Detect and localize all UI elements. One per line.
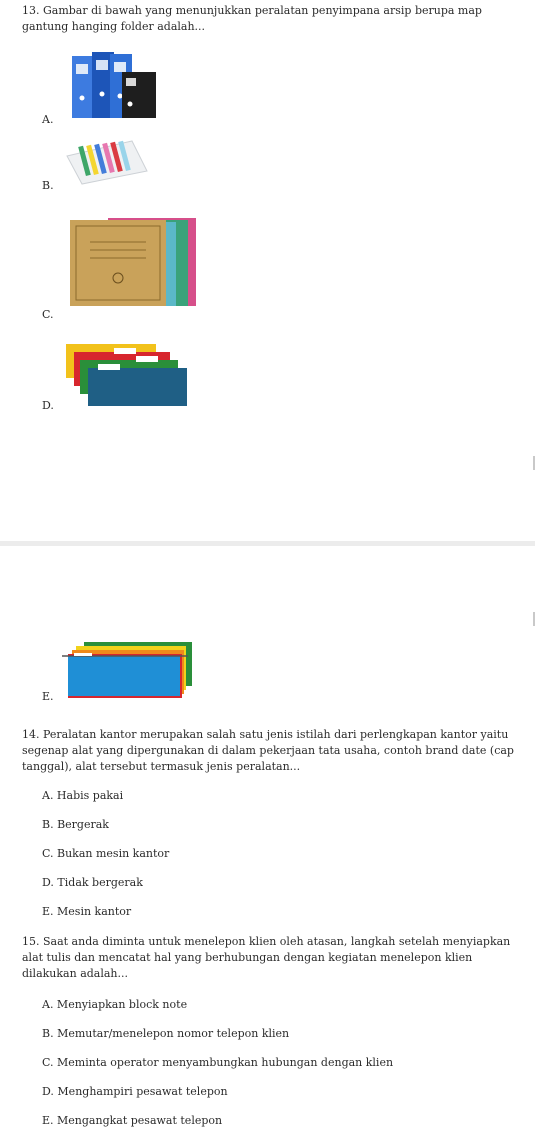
clear-folders-image (62, 136, 152, 186)
q13-option-e-label: E. (42, 690, 54, 703)
colored-file-folders-image (64, 338, 189, 408)
q15-option-b[interactable]: B. Memutar/menelepon nomor telepon klien (42, 1027, 290, 1040)
q14-option-c[interactable]: C. Bukan mesin kantor (42, 847, 170, 860)
q14-stem: 14. Peralatan kantor merupakan salah satu jenis istilah dari perlengkapan kantor yaitu segenap alat yang dipergunakan di dalam pekerjaan tata usaha, contoh brand date (cap tanggal), alat tersebut termasuk jenis peralatan... (22, 728, 514, 773)
q13-stem: 13. Gambar di bawah yang menunjukkan peralatan penyimpana arsip berupa map gantung hanging folder adalah... (22, 4, 482, 33)
q14-option-b[interactable]: B. Bergerak (42, 818, 109, 831)
q13-option-d-label: D. (42, 399, 54, 412)
q15-stem: 15. Saat anda diminta untuk menelepon klien oleh atasan, langkah setelah menyiapkan alat tulis dan mencatat hal yang berhubungan dengan kegiatan menelepon klien dilakukan adalah... (22, 935, 511, 980)
q14-option-d[interactable]: D. Tidak bergerak (42, 876, 143, 889)
q13-option-c-label: C. (42, 308, 54, 321)
q15-option-e[interactable]: E. Mengangkat pesawat telepon (42, 1114, 223, 1127)
q13-option-b-label: B. (42, 179, 54, 192)
q15-option-a[interactable]: A. Menyiapkan block note (42, 998, 188, 1011)
q14-option-a[interactable]: A. Habis pakai (42, 789, 124, 802)
ring-binders-image (60, 46, 160, 122)
hanging-folders-image (62, 636, 202, 698)
q13-option-a-label: A. (42, 113, 54, 126)
manila-folders-image (68, 214, 198, 308)
q14-option-e[interactable]: E. Mesin kantor (42, 905, 132, 918)
q15-option-d[interactable]: D. Menghampiri pesawat telepon (42, 1085, 228, 1098)
q15-option-c[interactable]: C. Meminta operator menyambungkan hubungan dengan klien (42, 1056, 394, 1069)
section-divider (0, 541, 535, 546)
